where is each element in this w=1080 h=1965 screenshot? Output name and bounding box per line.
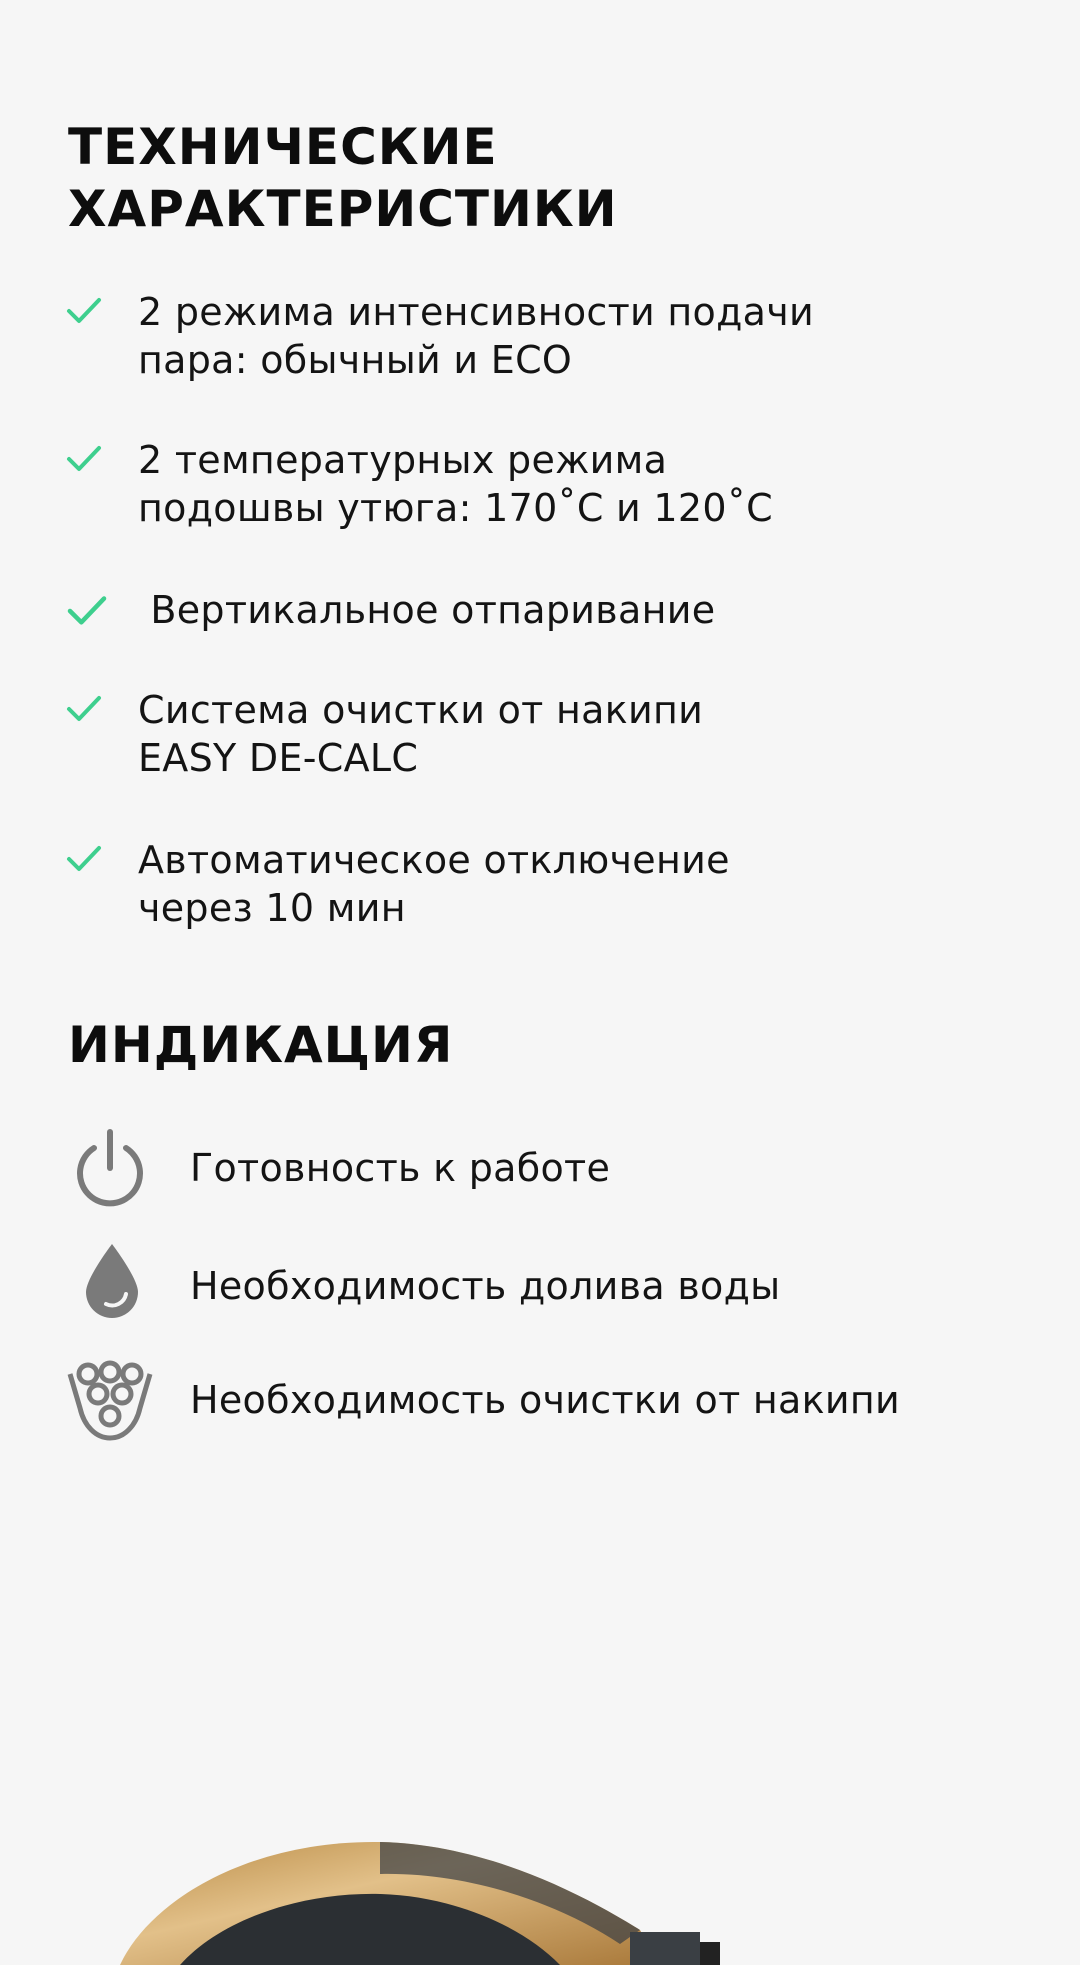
spec-text: 2 режима интенсивности подачи пара: обычный и ECO <box>138 290 815 382</box>
list-item <box>0 1356 1080 1436</box>
steam-iron-image <box>0 1820 1080 1965</box>
water-drop-icon <box>82 1242 142 1320</box>
spec-text: Система очистки от накипи EASY DE-CALC <box>138 688 704 780</box>
list-item <box>0 1240 1080 1320</box>
check-icon <box>66 594 108 628</box>
indication-text: Необходимость очистки от накипи <box>190 1378 900 1422</box>
indication-text: Необходимость долива воды <box>190 1264 781 1308</box>
limescale-icon <box>66 1360 154 1442</box>
check-icon <box>66 444 102 474</box>
check-icon <box>66 844 102 874</box>
list-item <box>0 1128 1080 1208</box>
check-icon <box>66 296 102 326</box>
spec-text: 2 температурных режима подошвы утюга: 170˚С и 120˚С <box>138 438 773 530</box>
spec-text: Автоматическое отключение через 10 мин <box>138 838 730 930</box>
indication-text: Готовность к работе <box>190 1146 611 1190</box>
power-icon <box>72 1128 148 1208</box>
spec-text: Вертикальное отпаривание <box>138 588 716 632</box>
check-icon <box>66 694 102 724</box>
indication-title: ИНДИКАЦИЯ <box>68 1016 454 1074</box>
specs-title: ТЕХНИЧЕСКИЕ ХАРАКТЕРИСТИКИ <box>68 118 618 238</box>
